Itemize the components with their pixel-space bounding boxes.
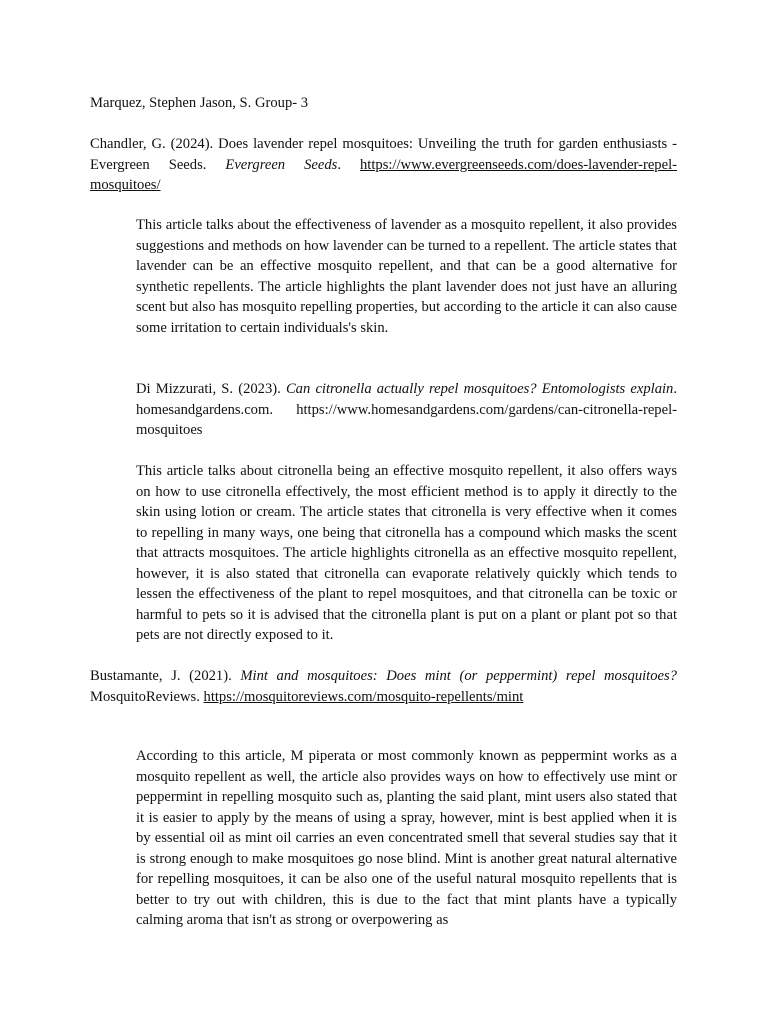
citation-source-title: Can citronella actually repel mosquitoes? Entomologists explain (285, 381, 674, 397)
citation-url: https://www.homesandgardens.com/gardens/can-citronella-repel-mosquitoes (136, 401, 677, 438)
citation-text: Chandler, G. (2024). Does lavender repel mosquitoes: Unveiling the truth for garden enthusiasts - Evergreen Seeds. (90, 136, 677, 173)
citation-separator: MosquitoReviews. (90, 688, 204, 705)
citation-separator: . homesandgardens.com. (136, 381, 678, 418)
citation-url-link[interactable]: https://www.evergreenseeds.com/does-lavender-repel-mosquitoes/ (90, 156, 678, 193)
citation-source-title: Mint and mosquitoes: Does mint (or peppermint) repel mosquitoes? (240, 668, 677, 684)
citation-source-title: Evergreen Seeds (225, 156, 338, 173)
summary-mint: According to this article, M piperata or most commonly known as peppermint works as a mosquito repellent as well, the article also provides ways on how to effectively use mint or peppermint in repelling mosquito such as, planting the said plant, mint users also stated that it is easier to apply by the means of using a spray, however, mint is best applied when it is by essential oil as mint oil carries an even concentrated smell that several studies say that it is strong enough to make mosquitoes go nose blind. Mint is another great natural alternative for repelling mosquitoes, it can be also one of the useful natural mosquito repellents that is better to try out with children, this is due to the fact that mint plants have a typically calming aroma that isn't as strong or overpowering as (136, 748, 677, 928)
summary-citronella: This article talks about citronella being an effective mosquito repellent, it also offers ways on how to use citronella effectively, the most efficient method is to apply it directly to the skin using lotion or cream. The article states that citronella is very effective when it comes to repelling in many ways, one being that citronella has a compound which masks the scent that attracts mosquitoes. The article highlights citronella as an effective mosquito repellent, however, it is also stated that citronella can evaporate relatively quickly which tends to lessen the effectiveness of the plant to repel mosquitoes, and that citronella can be toxic or harmful to pets so it is advised that the citronella plant is put on a plant or plant pot so that pets are not directly exposed to it. (136, 463, 677, 643)
citation-di-mizzurati (136, 379, 677, 441)
citation-separator: . (337, 156, 360, 173)
citation-text: Bustamante, J. (2021). (90, 668, 241, 684)
citation-url-link[interactable]: https://mosquitoreviews.com/mosquito-repellents/mint (203, 688, 524, 705)
citation-text: Di Mizzurati, S. (2023). (136, 381, 286, 397)
summary-lavender: This article talks about the effectiveness of lavender as a mosquito repellent, it also provides suggestions and methods on how lavender can be turned to a repellent. The article states that lavender can be an effective mosquito repellent, and that can be a good alternative for synthetic repellents. The article highlights the plant lavender does not just have an alluring scent but also has mosquito repelling properties, but according to the article it can also cause some irritation to certain individuals's skin. (136, 217, 677, 336)
author-line: Marquez, Stephen Jason, S. Group- 3 (90, 95, 309, 111)
citation-bustamante (90, 666, 677, 707)
citation-chandler (90, 134, 677, 196)
